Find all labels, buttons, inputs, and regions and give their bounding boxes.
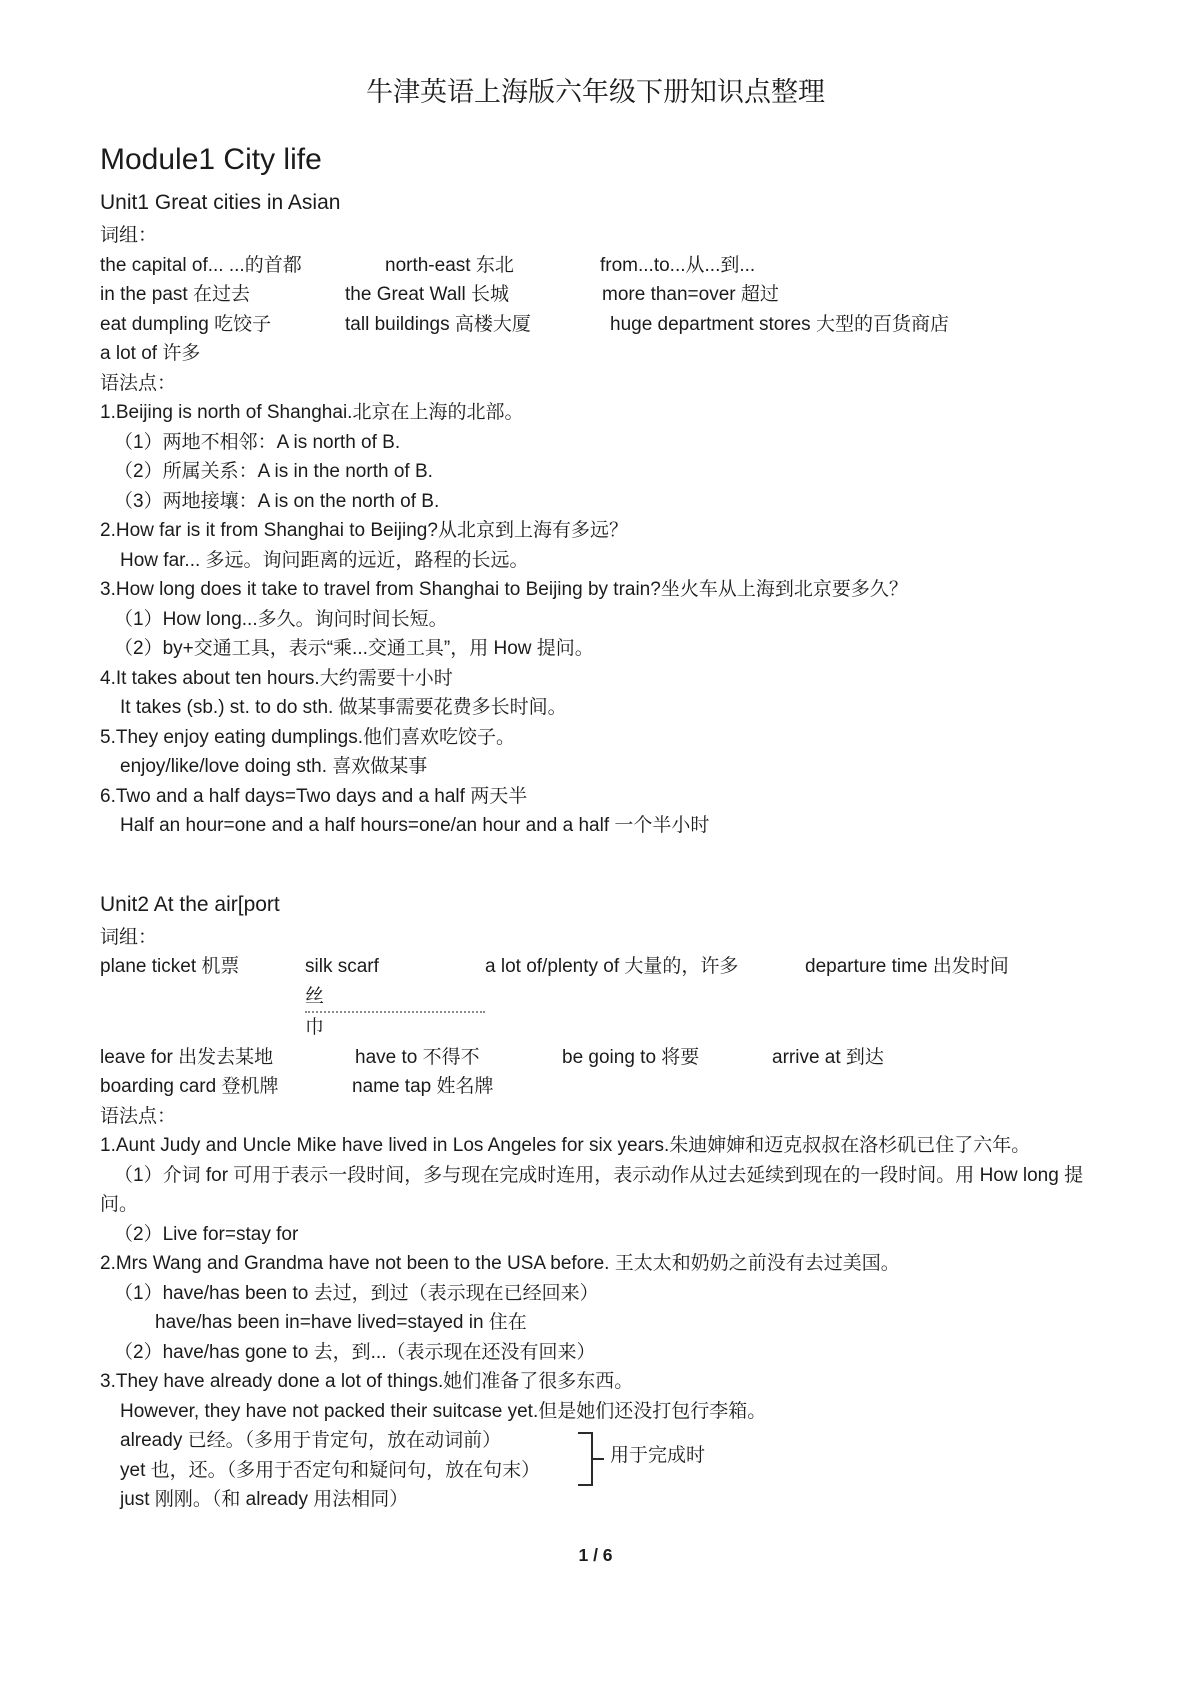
grammar-line: 3.They have already done a lot of things.她们准备了很多东西。 bbox=[100, 1371, 634, 1392]
phrase-item: a lot of/plenty of 大量的，许多 bbox=[485, 956, 739, 977]
page-number: 1 / 6 bbox=[578, 1544, 613, 1565]
grammar-subline: （2）have/has gone to 去，到...（表示现在还没有回来） bbox=[114, 1341, 596, 1363]
phrase-item: huge department stores 大型的百货商店 bbox=[610, 313, 949, 335]
phrase-item: plane ticket 机票 bbox=[100, 956, 240, 977]
module1-heading: Module1 City life bbox=[100, 143, 322, 176]
grammar-subline: It takes (sb.) st. to do sth. 做某事需要花费多长时间。 bbox=[120, 697, 567, 718]
grammar-subline: （2）Live for=stay for bbox=[114, 1223, 299, 1245]
grammar-subline: （1）How long...多久。询问时间长短。 bbox=[114, 608, 448, 630]
phrase-row bbox=[100, 280, 1091, 310]
doc-title: 牛津英语上海版六年级下册知识点整理 bbox=[366, 77, 825, 107]
grammar-line: 6.Two and a half days=Two days and a half 两天半 bbox=[100, 785, 528, 807]
phrase-item: eat dumpling 吃饺子 bbox=[100, 313, 272, 335]
phrase-row bbox=[100, 310, 1091, 340]
grammar-subline: （2）by+交通工具，表示“乘...交通工具”，用 How 提问。 bbox=[114, 638, 594, 659]
grammar-line: 4.It takes about ten hours.大约需要十小时 bbox=[100, 667, 453, 689]
grammar-line: 5.They enjoy eating dumplings.他们喜欢吃饺子。 bbox=[100, 726, 515, 748]
phrase-row bbox=[100, 1072, 1091, 1102]
phrase-item: in the past 在过去 bbox=[100, 284, 250, 305]
grammar-subline: （1）have/has been to 去过，到过（表示现在已经回来） bbox=[114, 1282, 599, 1304]
grammar-subline: How far... 多远。询问距离的远近，路程的长远。 bbox=[120, 549, 529, 571]
phrase-item: the capital of... ...的首都 bbox=[100, 254, 302, 276]
phrase-row bbox=[100, 1043, 1091, 1073]
phrase-item: the Great Wall 长城 bbox=[345, 284, 510, 305]
grammar-subline: （1）介词 for 可用于表示一段时间，多与现在完成时连用，表示动作从过去延续到现在的一段时间。用 How long 提问。 bbox=[100, 1164, 1084, 1215]
phrase-item: north-east 东北 bbox=[385, 254, 514, 276]
phrase-row bbox=[100, 339, 1091, 369]
brace-label: 用于完成时 bbox=[610, 1445, 706, 1466]
perfect-tense-group bbox=[100, 1426, 1091, 1485]
grammar-subline: have/has been in=have lived=stayed in 住在 bbox=[155, 1312, 527, 1333]
phrase-item: arrive at 到达 bbox=[772, 1046, 884, 1068]
underlined-char: 丝 bbox=[305, 982, 485, 1014]
grammar-subline: （2）所属关系：A is in the north of B. bbox=[114, 461, 433, 482]
phrase-item: more than=over 超过 bbox=[602, 284, 779, 305]
grammar-line: 3.How long does it take to travel from Shanghai to Beijing by train?坐火车从上海到北京要多久？ bbox=[100, 579, 908, 600]
grammar-subline: already 已经。（多用于肯定句，放在动词前） bbox=[120, 1430, 502, 1451]
grouping-bracket-icon bbox=[578, 1432, 593, 1486]
phrase-item: be going to 将要 bbox=[562, 1046, 700, 1068]
unit2-phrases-label: 词组： bbox=[100, 926, 158, 948]
grammar-subline: Half an hour=one and a half hours=one/an hour and a half 一个半小时 bbox=[120, 815, 710, 836]
grammar-line: 2.Mrs Wang and Grandma have not been to the USA before. 王太太和奶奶之前没有去过美国。 bbox=[100, 1253, 900, 1274]
phrase-item: tall buildings 高楼大厦 bbox=[345, 313, 531, 335]
unit2-grammar-label: 语法点： bbox=[100, 1105, 177, 1127]
grammar-line: 1.Beijing is north of Shanghai.北京在上海的北部。 bbox=[100, 402, 524, 423]
phrase-item bbox=[305, 952, 485, 1043]
unit1-heading: Unit1 Great cities in Asian bbox=[100, 191, 341, 214]
grammar-subline: （1）两地不相邻：A is north of B. bbox=[114, 431, 401, 453]
grammar-subline: However, they have not packed their suitcase yet.但是她们还没打包行李箱。 bbox=[120, 1400, 767, 1422]
phrase-item: boarding card 登机牌 bbox=[100, 1076, 279, 1097]
phrase-item-part: 巾 bbox=[305, 1017, 325, 1038]
unit2-heading: Unit2 At the air[port bbox=[100, 892, 280, 916]
unit1-grammar-label: 语法点： bbox=[100, 372, 177, 394]
grammar-subline: （3）两地接壤：A is on the north of B. bbox=[114, 490, 440, 512]
phrase-row bbox=[100, 251, 1091, 281]
phrase-item-part: silk scarf bbox=[305, 956, 379, 977]
unit1-phrases-label: 词组： bbox=[100, 225, 158, 246]
phrase-item: from...to...从...到... bbox=[600, 254, 756, 276]
phrase-row bbox=[100, 952, 1091, 1043]
grammar-subline: just 刚刚。（和 already 用法相同） bbox=[120, 1489, 409, 1510]
grammar-subline: enjoy/like/love doing sth. 喜欢做某事 bbox=[120, 756, 428, 777]
grammar-line: 2.How far is it from Shanghai to Beijing?从北京到上海有多远？ bbox=[100, 520, 628, 541]
phrase-item: departure time 出发时间 bbox=[805, 956, 1009, 977]
grammar-subline: yet 也，还。（多用于否定句和疑问句，放在句末） bbox=[120, 1459, 541, 1481]
phrase-item: leave for 出发去某地 bbox=[100, 1046, 274, 1068]
phrase-item: have to 不得不 bbox=[355, 1046, 480, 1068]
phrase-item: a lot of 许多 bbox=[100, 343, 201, 364]
phrase-item: name tap 姓名牌 bbox=[352, 1076, 494, 1097]
grammar-line: 1.Aunt Judy and Uncle Mike have lived in Los Angeles for six years.朱迪婶婶和迈克叔叔在洛杉矶已住了六年。 bbox=[100, 1135, 1031, 1156]
